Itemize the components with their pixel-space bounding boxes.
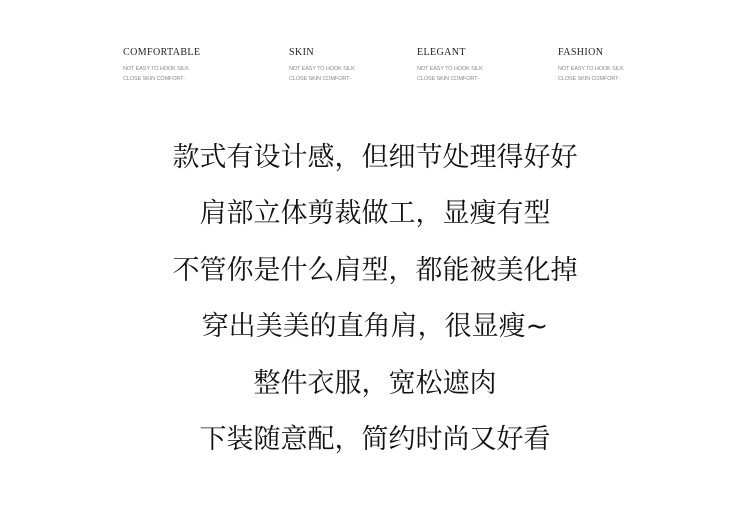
feature-title: FASHION <box>558 47 604 58</box>
product-description <box>0 130 750 468</box>
feature-row <box>0 46 750 96</box>
feature-subtitle: NOT EASY TO HOOK SILK <box>289 66 355 72</box>
feature-title: COMFORTABLE <box>123 47 201 58</box>
feature-subtitle: CLOSE SKIN COMFORT- <box>558 76 620 82</box>
feature-subtitle: NOT EASY TO HOOK SILK <box>417 66 483 72</box>
description-line: 不管你是什么肩型，都能被美化掉 <box>172 254 578 286</box>
feature-elegant <box>417 46 483 84</box>
feature-subtitle: NOT EASY TO HOOK SILK <box>123 66 189 72</box>
feature-skin <box>289 46 355 84</box>
description-line: 整件衣服，宽松遮肉 <box>253 367 497 399</box>
feature-subtitle: CLOSE SKIN COMFORT- <box>289 76 351 82</box>
feature-fashion <box>558 46 624 84</box>
description-line: 下装随意配，简约时尚又好看 <box>199 423 551 455</box>
feature-comfortable <box>123 46 200 84</box>
feature-subtitle: CLOSE SKIN COMFORT- <box>417 76 479 82</box>
description-line: 款式有设计感，但细节处理得好好 <box>172 142 578 173</box>
feature-title: SKIN <box>289 47 314 58</box>
description-line: 肩部立体剪裁做工，显瘦有型 <box>199 198 551 230</box>
feature-title: ELEGANT <box>417 47 466 58</box>
feature-subtitle: NOT EASY TO HOOK SILK <box>558 66 624 72</box>
description-line: 穿出美美的直角肩，很显瘦~ <box>201 311 549 343</box>
feature-subtitle: CLOSE SKIN COMFORT- <box>123 76 185 82</box>
